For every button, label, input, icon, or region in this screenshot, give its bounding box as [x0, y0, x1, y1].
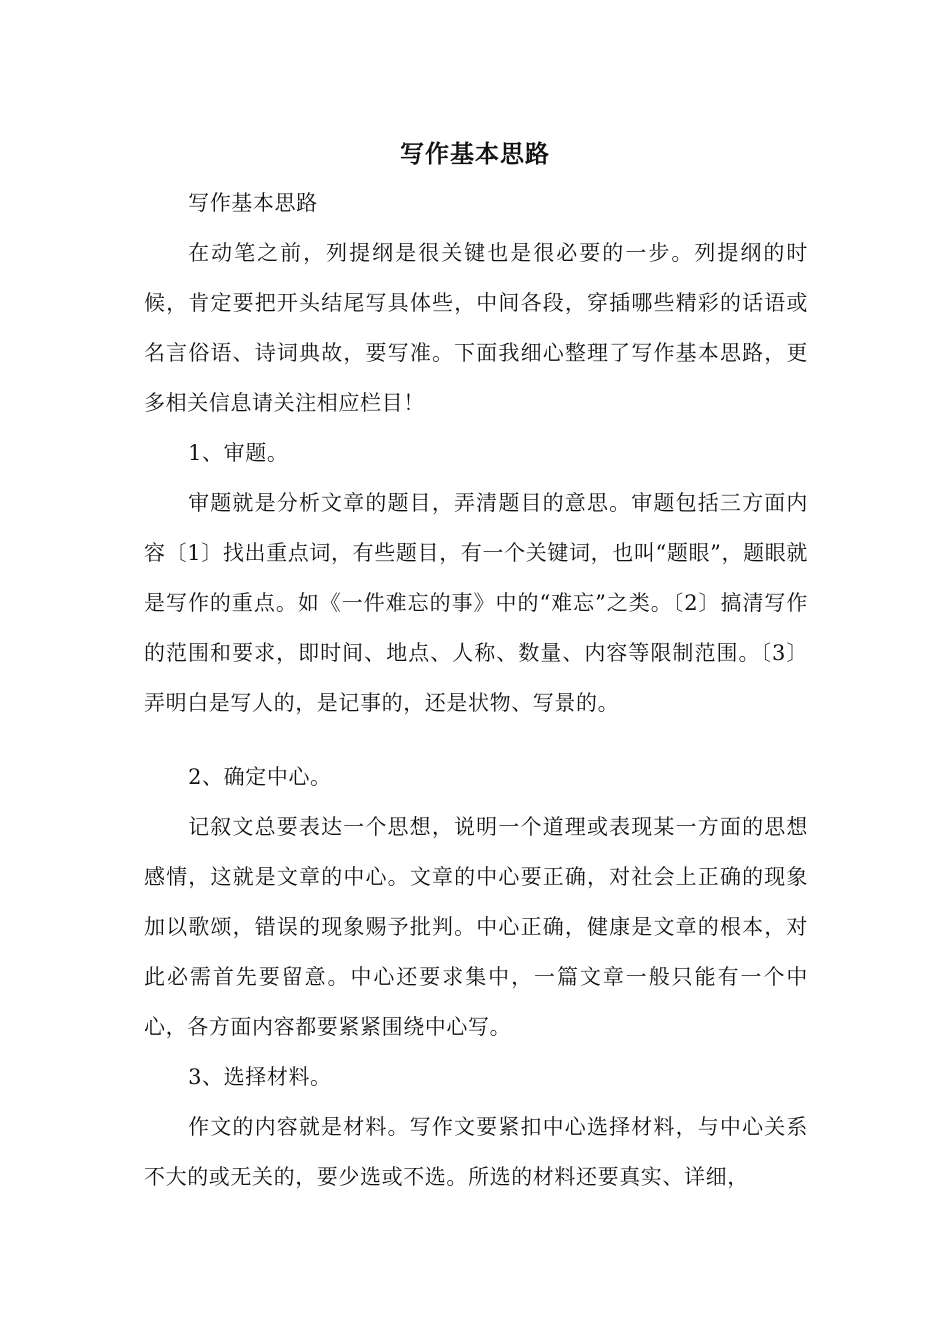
section-heading-2: 2、确定中心。: [188, 765, 332, 789]
document-title: 写作基本思路: [400, 139, 550, 168]
document-body: [144, 178, 808, 1202]
section-heading-1: 1、审题。: [188, 441, 289, 465]
section-heading-3: 3、选择材料。: [188, 1065, 332, 1089]
paragraph-intro: 在动笔之前，列提纲是很关键也是很必要的一步。列提纲的时候，肯定要把开头结尾写具体些，中间各段，穿插哪些精彩的话语或名言俗语、诗词典故，要写准。下面我细心整理了写作基本思路，更多相关信息请关注相应栏目！: [144, 241, 808, 415]
paragraph-section-1: 审题就是分析文章的题目，弄清题目的意思。审题包括三方面内容〔1〕找出重点词，有些题目，有一个关键词，也叫“题眼”，题眼就是写作的重点。如《一件难忘的事》中的“难忘”之类。〔2〕搞清写作的范围和要求，即时间、地点、人称、数量、内容等限制范围。〔3〕弄明白是写人的，是记事的，还是状物、写景的。: [144, 491, 808, 715]
paragraph-section-2: 记叙文总要表达一个思想，说明一个道理或表现某一方面的思想感情，这就是文章的中心。文章的中心要正确，对社会上正确的现象加以歌颂，错误的现象赐予批判。中心正确，健康是文章的根本，对此必需首先要留意。中心还要求集中，一篇文章一般只能有一个中心，各方面内容都要紧紧围绕中心写。: [144, 815, 808, 1039]
paragraph-subtitle: 写作基本思路: [188, 191, 318, 215]
paragraph-section-3: 作文的内容就是材料。写作文要紧扣中心选择材料，与中心关系不大的或无关的，要少选或不选。所选的材料还要真实、详细，: [144, 1115, 808, 1189]
